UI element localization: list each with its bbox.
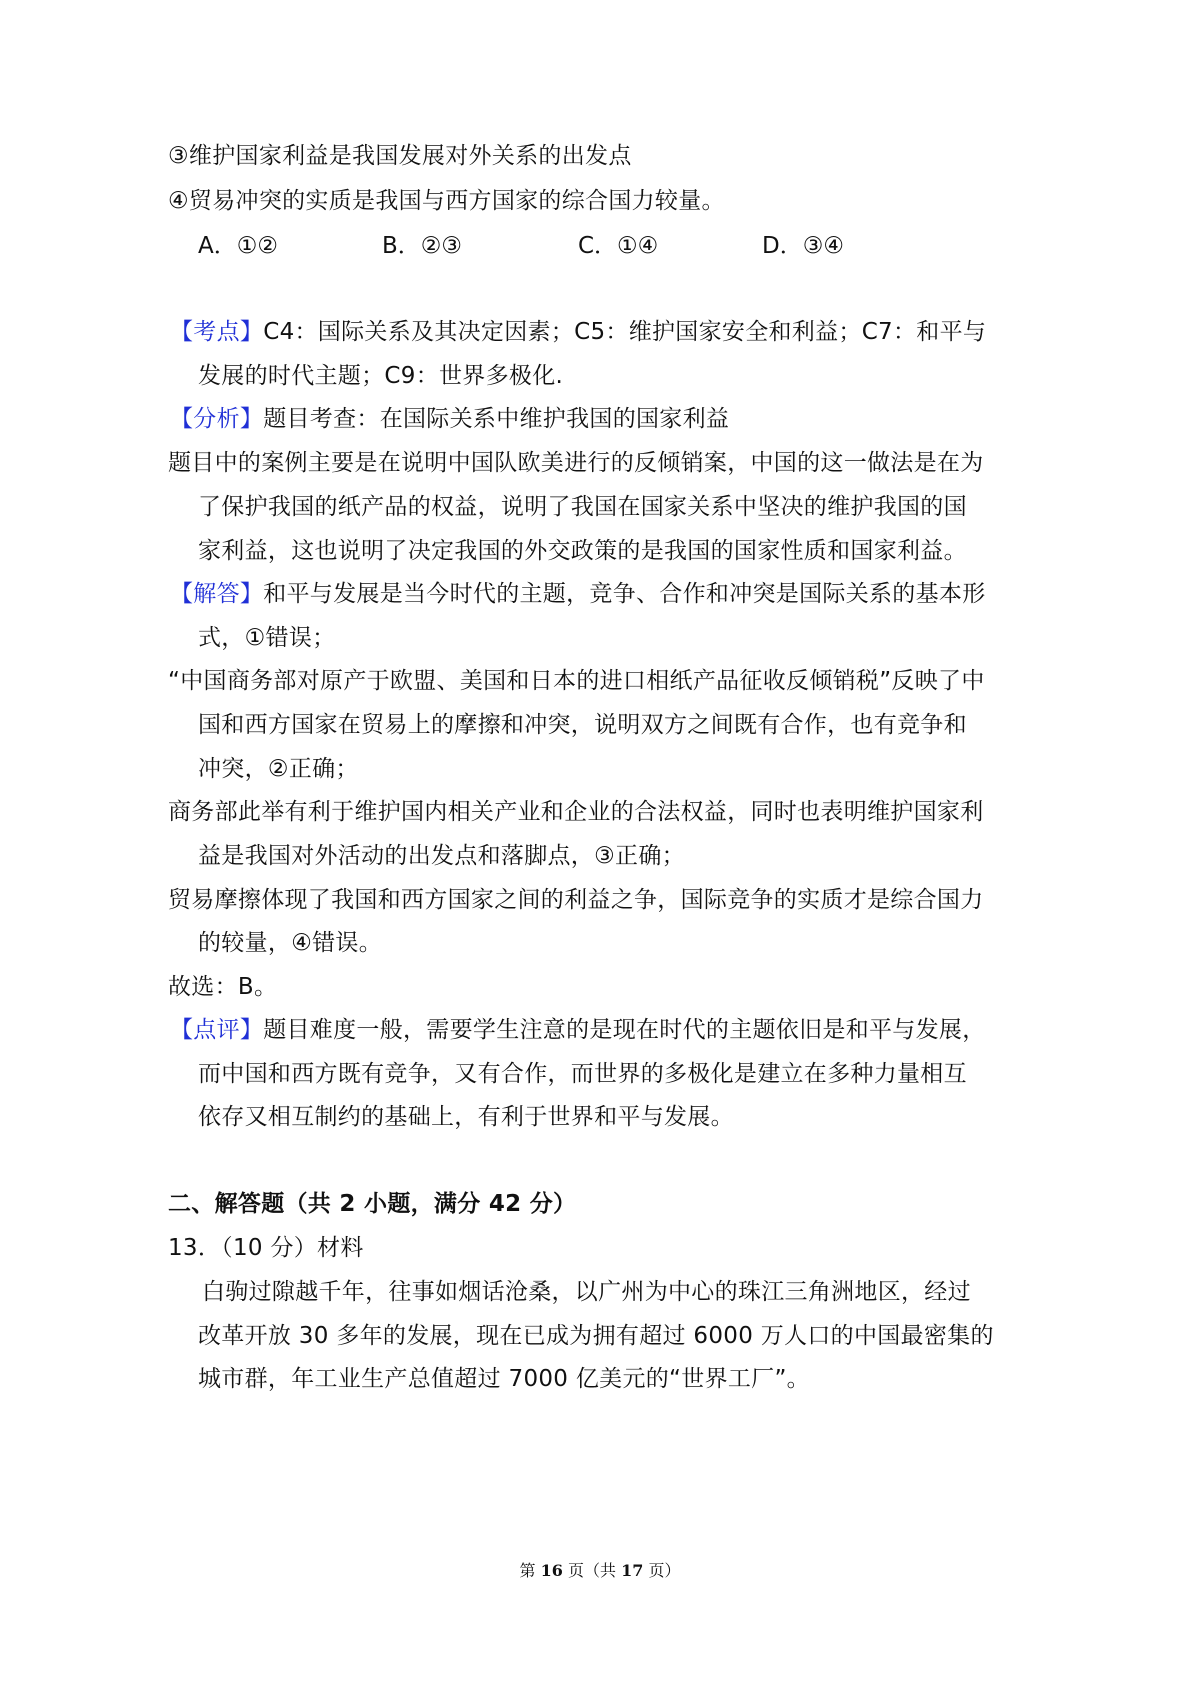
jieda-line-9: 的较量，④错误。 xyxy=(198,930,383,956)
kaodian-tag: 【考点】 xyxy=(170,319,264,345)
question-13-material-line-2: 改革开放 30 多年的发展，现在已成为拥有超过 6000 万人口的中国最密集的 xyxy=(198,1323,994,1349)
statement-3: ③维护国家利益是我国发展对外关系的出发点 xyxy=(168,143,632,169)
choice-b: B．②③ xyxy=(382,233,463,259)
jieda-line-4: 国和西方国家在贸易上的摩擦和冲突，说明双方之间既有合作，也有竞争和 xyxy=(198,712,967,738)
dianping-line-3: 依存又相互制约的基础上，有利于世界和平与发展。 xyxy=(198,1104,734,1130)
jieda-line-2: 式，①错误； xyxy=(198,625,336,651)
question-13-material-line-3: 城市群，年工业生产总值超过 7000 亿美元的“世界工厂”。 xyxy=(198,1366,810,1392)
kaodian-line-2: 发展的时代主题；C9：世界多极化. xyxy=(198,363,564,389)
jieda-line-7: 益是我国对外活动的出发点和落脚点，③正确； xyxy=(198,843,685,869)
section-2-title: 二、解答题（共 2 小题，满分 42 分） xyxy=(168,1191,577,1217)
jieda-tag: 【解答】 xyxy=(170,581,264,607)
question-13-material-line-1: 白驹过隙越千年，往事如烟话沧桑，以广州为中心的珠江三角洲地区，经过 xyxy=(202,1279,971,1305)
jieda-text-1: 和平与发展是当今时代的主题，竞争、合作和冲突是国际关系的基本形 xyxy=(263,581,986,607)
footer-total-pages: 17 xyxy=(621,1561,644,1580)
fenxi-line-2: 题目中的案例主要是在说明中国队欧美进行的反倾销案，中国的这一做法是在为 xyxy=(168,450,984,476)
jieda-answer: 故选：B。 xyxy=(168,974,278,1000)
kaodian-line-1 xyxy=(170,316,986,348)
dianping-line-1 xyxy=(170,1014,986,1046)
choice-c: C．①④ xyxy=(578,233,659,259)
fenxi-line-3: 了保护我国的纸产品的权益，说明了我国在国家关系中坚决的维护我国的国 xyxy=(198,494,967,520)
fenxi-line-1 xyxy=(170,403,729,435)
dianping-line-2: 而中国和西方既有竞争，又有合作，而世界的多极化是建立在多种力量相互 xyxy=(198,1061,967,1087)
jieda-line-3: “中国商务部对原产于欧盟、美国和日本的进口相纸产品征收反倾销税”反映了中 xyxy=(168,668,985,694)
kaodian-text-1: C4：国际关系及其决定因素；C5：维护国家安全和利益；C7：和平与 xyxy=(263,319,987,345)
statement-4: ④贸易冲突的实质是我国与西方国家的综合国力较量。 xyxy=(168,188,725,214)
footer-page-number: 16 xyxy=(540,1561,563,1580)
jieda-line-8: 贸易摩擦体现了我国和西方国家之间的利益之争，国际竞争的实质才是综合国力 xyxy=(168,887,984,913)
choice-d: D．③④ xyxy=(762,233,844,259)
jieda-line-1 xyxy=(170,578,986,610)
page-footer xyxy=(0,1560,1200,1582)
jieda-line-5: 冲突，②正确； xyxy=(198,756,359,782)
fenxi-line-4: 家利益，这也说明了决定我国的外交政策的是我国的国家性质和国家利益。 xyxy=(198,538,967,564)
dianping-text-1: 题目难度一般，需要学生注意的是现在时代的主题依旧是和平与发展， xyxy=(263,1017,986,1043)
footer-suffix: 页） xyxy=(643,1561,681,1580)
question-13-header: 13．（10 分）材料 xyxy=(168,1235,364,1261)
fenxi-tag: 【分析】 xyxy=(170,406,264,432)
choice-a: A．①② xyxy=(198,233,278,259)
dianping-tag: 【点评】 xyxy=(170,1017,264,1043)
footer-middle: 页（共 xyxy=(562,1561,622,1580)
footer-prefix: 第 xyxy=(519,1561,541,1580)
fenxi-text-1: 题目考查：在国际关系中维护我国的国家利益 xyxy=(263,406,730,432)
jieda-line-6: 商务部此举有利于维护国内相关产业和企业的合法权益，同时也表明维护国家利 xyxy=(168,799,984,825)
